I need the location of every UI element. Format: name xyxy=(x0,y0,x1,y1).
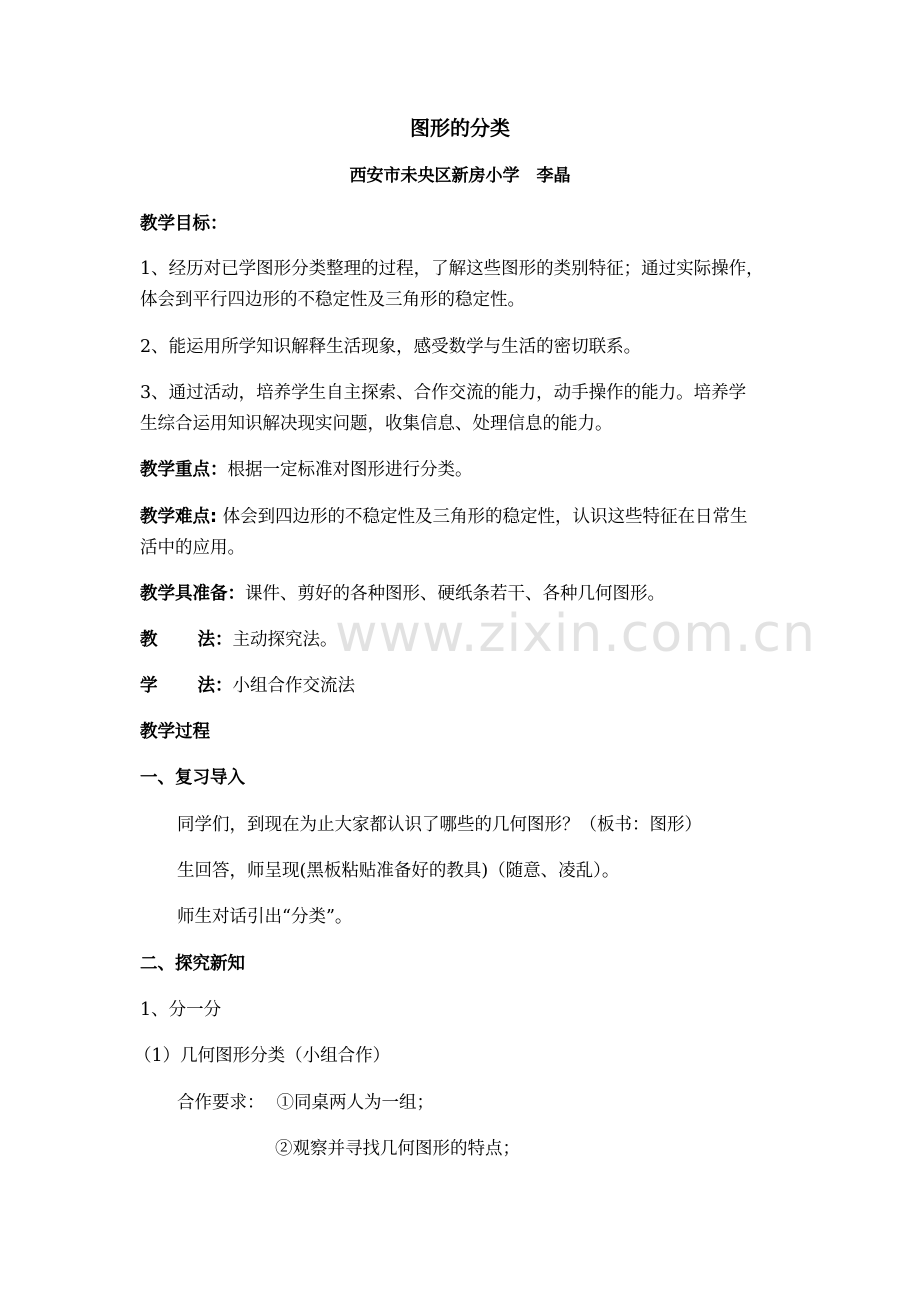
requirement-2: ②观察并寻找几何图形的特点； xyxy=(275,1139,520,1159)
section2-heading: 二、探究新知 xyxy=(140,954,245,974)
doc-subtitle: 西安市未央区新房小学 李晶 xyxy=(349,166,571,186)
learn-method xyxy=(140,676,800,696)
section2-item1: 1、分一分 xyxy=(140,1000,222,1020)
goal3-line2: 生综合运用知识解决现实问题，收集信息、处理信息的能力。 xyxy=(140,414,613,434)
difficult-point-line2: 活中的应用。 xyxy=(140,538,245,558)
difficult-point xyxy=(140,507,800,527)
section1-para2: 生回答，师呈现(黑板粘贴准备好的教具)（随意、凌乱）。 xyxy=(177,861,620,881)
key-point-label: 教学重点： xyxy=(140,460,228,480)
doc-title: 图形的分类 xyxy=(410,116,510,140)
goal-heading: 教学目标： xyxy=(140,214,228,234)
process-heading: 教学过程 xyxy=(140,722,210,742)
difficult-point-text: 体会到四边形的不稳定性及三角形的稳定性，认识这些特征在日常生 xyxy=(217,507,748,527)
prep-label: 教学具准备： xyxy=(140,584,245,604)
goal1-line1: 1、经历对已学图形分类整理的过程，了解这些图形的类别特征；通过实际操作， xyxy=(140,259,764,279)
section1-heading: 一、复习导入 xyxy=(140,768,245,788)
watermark: www.zixin.com.cn xyxy=(335,604,816,664)
goal1-line2: 体会到平行四边形的不稳定性及三角形的稳定性。 xyxy=(140,290,525,310)
section1-para3: 师生对话引出“分类”。 xyxy=(177,907,353,927)
teach-method-text: 主动探究法。 xyxy=(232,630,338,650)
teach-method-label-a: 教 xyxy=(140,630,158,650)
goal2: 2、能运用所学知识解释生活现象，感受数学与生活的密切联系。 xyxy=(140,337,642,357)
prep-text: 课件、剪好的各种图形、硬纸条若干、各种几何图形。 xyxy=(245,584,665,604)
learn-method-label-a: 学 xyxy=(140,676,158,696)
learn-method-label-b: 法： xyxy=(197,676,233,696)
key-point xyxy=(140,460,800,480)
section2-sub1: （1）几何图形分类（小组合作） xyxy=(134,1046,391,1066)
teach-method-label-b: 法： xyxy=(197,630,233,650)
prep xyxy=(140,584,800,604)
requirement-row1 xyxy=(177,1093,837,1113)
section1-para1: 同学们，到现在为止大家都认识了哪些的几何图形？（板书：图形） xyxy=(177,815,702,835)
requirement-1: ①同桌两人为一组； xyxy=(276,1093,434,1113)
requirement-label: 合作要求： xyxy=(177,1093,265,1113)
difficult-point-label: 教学难点: xyxy=(140,507,217,527)
key-point-text: 根据一定标准对图形进行分类。 xyxy=(227,460,473,480)
learn-method-text: 小组合作交流法 xyxy=(232,676,355,696)
goal3-line1: 3、通过活动，培养学生自主探索、合作交流的能力，动手操作的能力。培养学 xyxy=(140,383,747,403)
